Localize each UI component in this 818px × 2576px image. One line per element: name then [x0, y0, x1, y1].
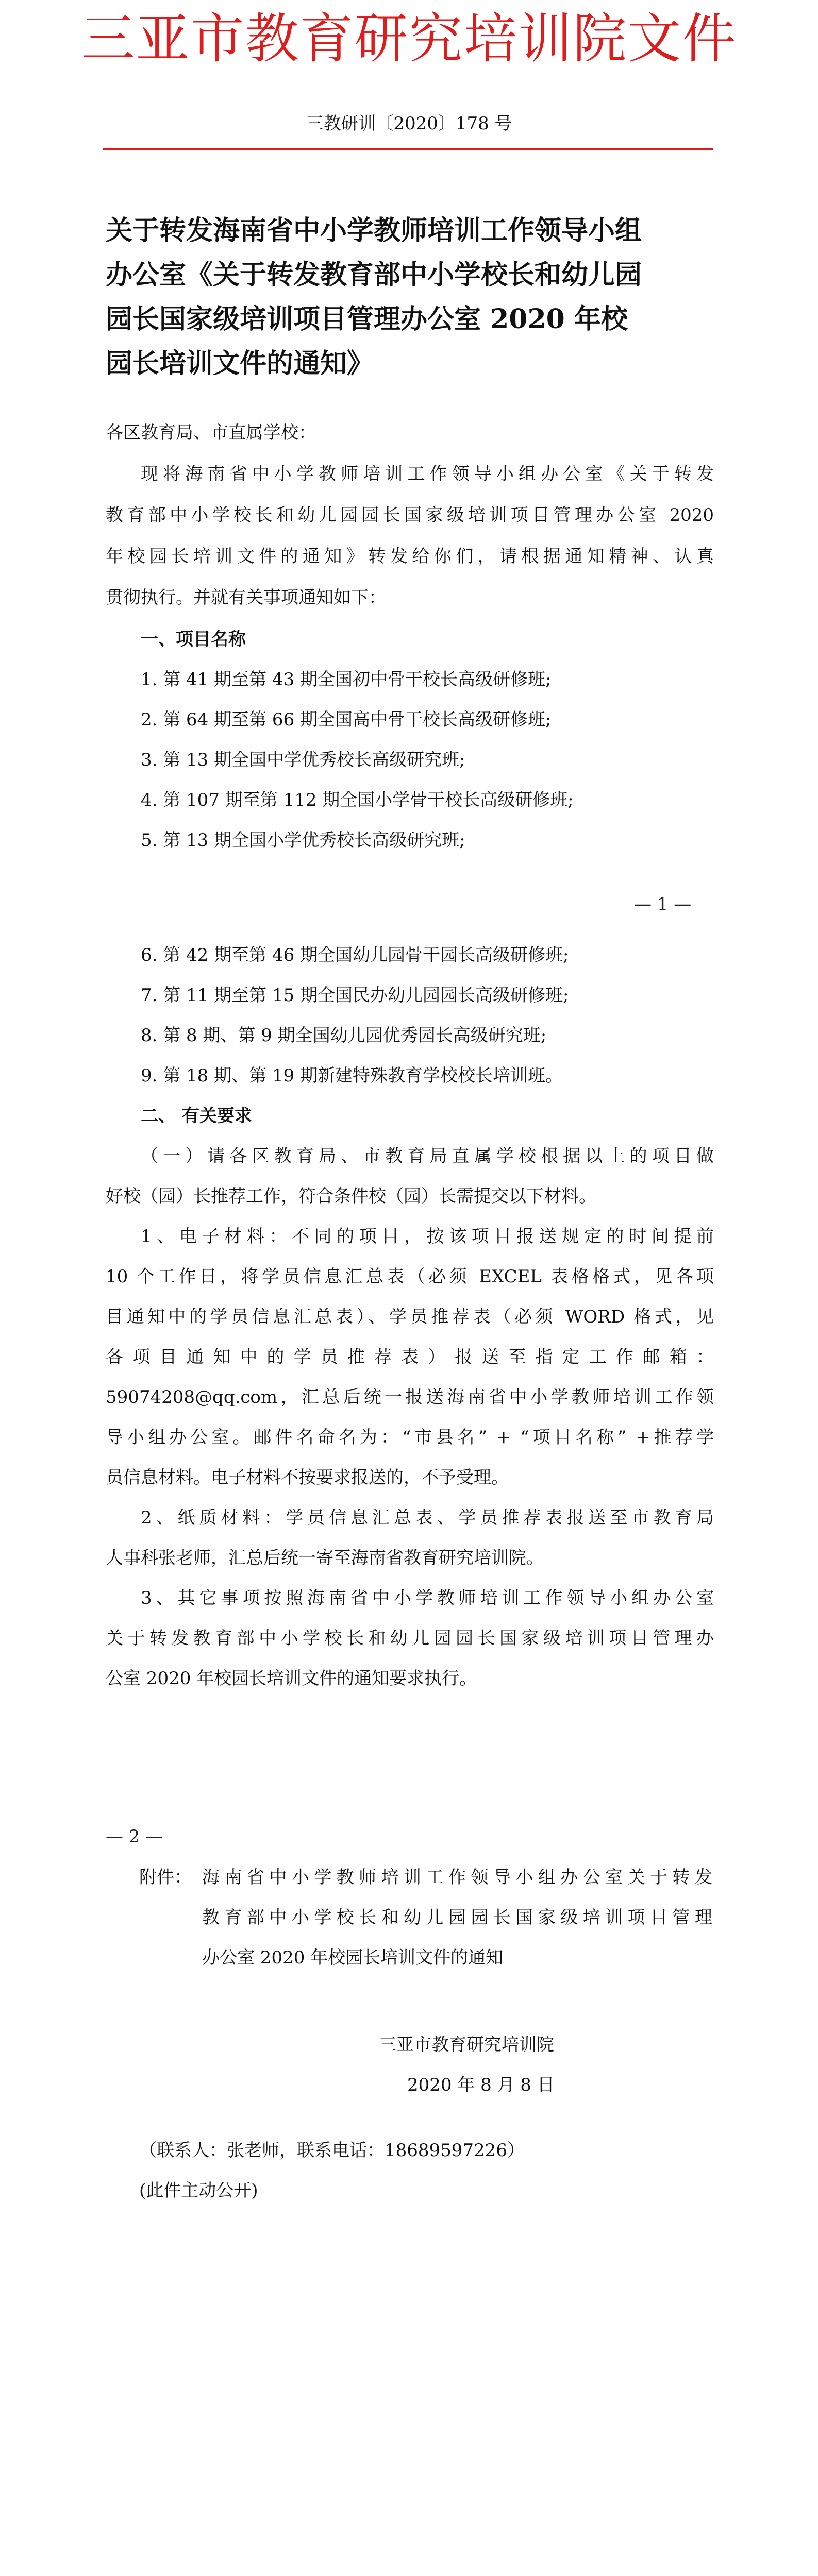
page-number: — 2 —: [106, 1826, 163, 1847]
req-line: 好校（园）长推荐工作，符合条件校（园）长需提交以下材料。: [106, 1186, 596, 1207]
req-line: 员信息材料。电子材料不按要求报送的，不予受理。: [106, 1467, 509, 1488]
signature-org: 三亚市教育研究培训院: [379, 2035, 554, 2055]
intro-line: 年校园长培训文件的通知》转发给你们，请根据通知精神、认真: [106, 546, 714, 567]
attachment-line: 教育部中小学校长和幼儿园园长国家级培训项目管理: [202, 1907, 712, 1928]
req-line: 3、其它事项按照海南省中小学教师培训工作领导小组办公室: [141, 1588, 714, 1608]
document-title: [106, 209, 714, 386]
document-number: 三教研训〔2020〕178 号: [306, 113, 512, 134]
list-item: 8. 第 8 期、第 9 期全国幼儿园优秀园长高级研究班;: [141, 1025, 547, 1046]
req-line: 1、电子材料：不同的项目，按该项目报送规定的时间提前: [141, 1226, 714, 1247]
intro-section: [106, 412, 714, 618]
intro-line: 贯彻执行。并就有关事项通知如下：: [106, 587, 386, 608]
section-heading: 一、项目名称: [141, 629, 246, 650]
section-heading: 二、 有关要求: [141, 1106, 252, 1126]
title-line: 园长国家级培训项目管理办公室 2020 年校: [106, 303, 628, 335]
list-item: 5. 第 13 期全国小学优秀校长高级研究班;: [141, 830, 465, 851]
attachment-block: [202, 1857, 712, 1978]
page-number: — 1 —: [634, 894, 692, 914]
req-line: 10 个工作日，将学员信息汇总表（必须 EXCEL 表格格式，见各项: [106, 1266, 714, 1287]
contact-info: （联系人：张老师，联系电话：18689597226）: [139, 2140, 525, 2161]
req-line: 公室 2020 年校园长培训文件的通知要求执行。: [106, 1668, 477, 1689]
title-line: 关于转发海南省中小学教师培训工作领导小组: [106, 215, 642, 246]
req-line: （一）请各区教育局、市教育局直属学校根据以上的项目做: [141, 1146, 714, 1166]
project-list-page1: [106, 619, 714, 860]
salutation: 各区教育局、市直属学校：: [106, 422, 316, 443]
title-line: 园长培训文件的通知》: [106, 348, 374, 379]
req-line: 目通知中的学员信息汇总表）、学员推荐表（必须 WORD 格式，见: [106, 1307, 714, 1327]
req-line: 人事科张老师，汇总后统一寄至海南省教育研究培训院。: [106, 1548, 544, 1568]
attachment-line: 海南省中小学教师培训工作领导小组办公室关于转发: [202, 1867, 712, 1888]
req-line: 导小组办公室。邮件名命名为：“市县名” + “项目名称” +推荐学: [106, 1427, 714, 1448]
header-red-rule: [103, 148, 713, 150]
attachment-label: 附件：: [139, 1867, 192, 1888]
req-line: 2、纸质材料：学员信息汇总表、学员推荐表报送至市教育局: [141, 1507, 714, 1528]
list-item: 2. 第 64 期至第 66 期全国高中骨干校长高级研修班;: [141, 709, 552, 730]
req-line: 关于转发教育部中小学校长和幼儿园园长国家级培训项目管理办: [106, 1628, 714, 1649]
req-line: 59074208@qq.com，汇总后统一报送海南省中小学教师培训工作领: [106, 1387, 714, 1408]
signature-date: 2020 年 8 月 8 日: [407, 2075, 555, 2095]
list-item: 6. 第 42 期至第 46 期全国幼儿园骨干园长高级研修班;: [141, 945, 569, 965]
list-item: 7. 第 11 期至第 15 期全国民办幼儿园园长高级研修班;: [141, 985, 569, 1006]
title-line: 办公室《关于转发教育部中小学校长和幼儿园: [106, 259, 642, 291]
intro-line: 教育部中小学校长和幼儿园园长国家级培训项目管理办公室 2020: [106, 505, 714, 526]
list-item: 1. 第 41 期至第 43 期全国初中骨干校长高级研修班;: [141, 669, 552, 690]
org-header-title: 三亚市教育研究培训院文件: [81, 7, 737, 70]
list-item: 4. 第 107 期至第 112 期全国小学骨干校长高级研修班;: [141, 790, 574, 810]
list-item: 3. 第 13 期全国中学优秀校长高级研究班;: [141, 750, 465, 770]
project-list-page2: [106, 935, 714, 1136]
requirements-section: [106, 1136, 714, 1699]
public-note: (此件主动公开): [139, 2180, 258, 2201]
attachment-line: 办公室 2020 年校园长培训文件的通知: [202, 1947, 504, 1968]
intro-line: 现将海南省中小学教师培训工作领导小组办公室《关于转发: [141, 464, 714, 484]
list-item: 9. 第 18 期、第 19 期新建特殊教育学校校长培训班。: [141, 1065, 563, 1086]
req-line: 各项目通知中的学员推荐表）报送至指定工作邮箱：: [106, 1347, 714, 1367]
